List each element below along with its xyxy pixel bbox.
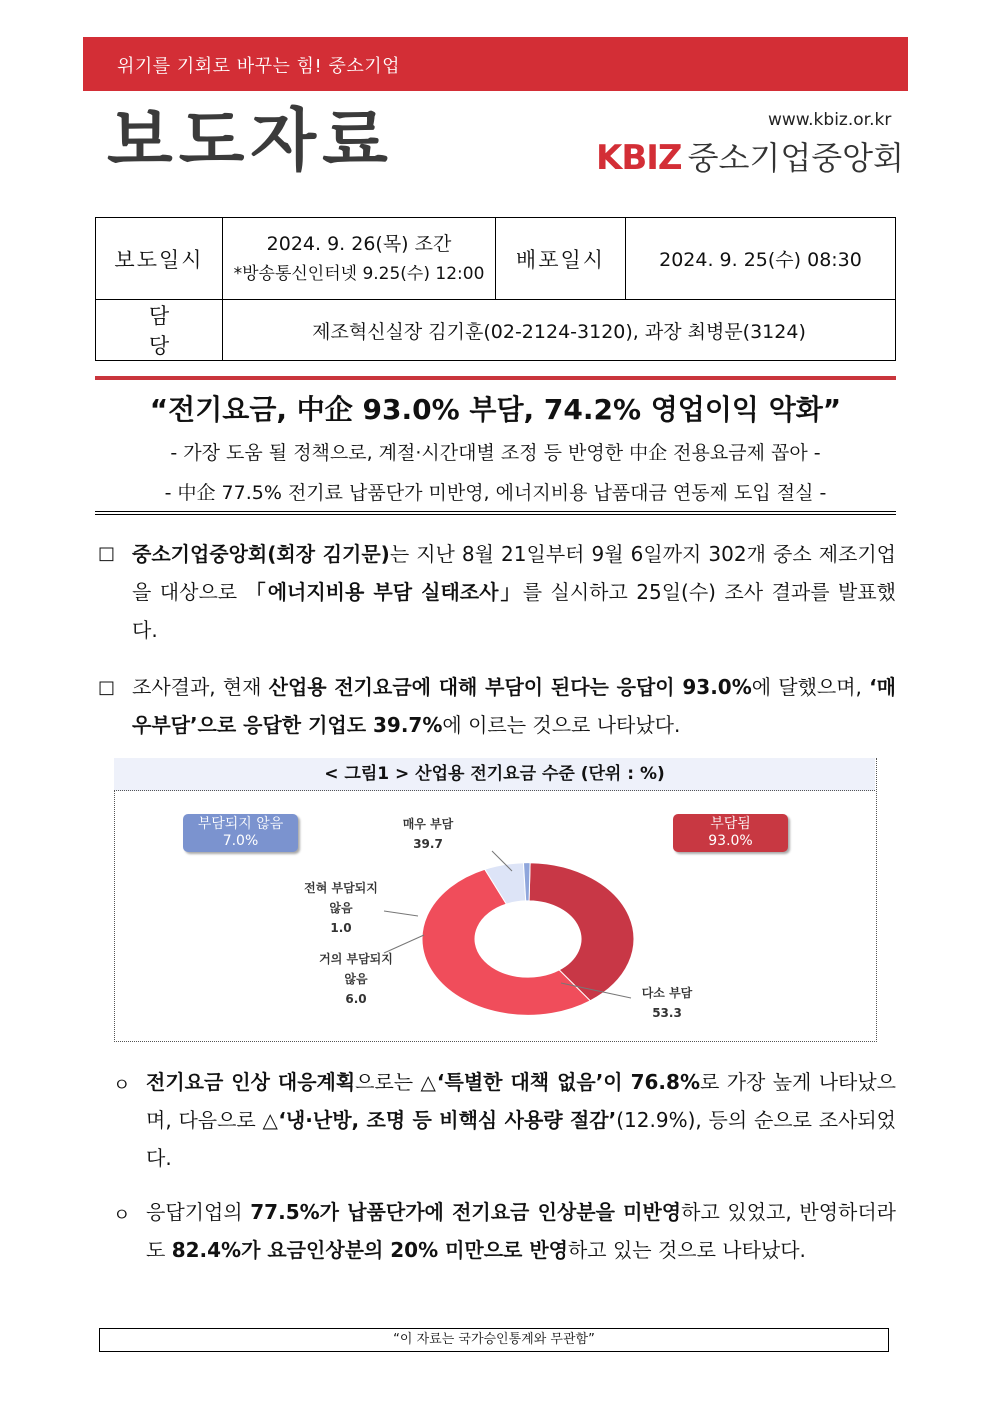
p2-bold-2: ‘매우부담’으로 응답한 기업도 39.7% [132,675,896,737]
headline-sub-1: - 가장 도움 될 정책으로, 계절·시간대별 조정 등 반영한 中企 전용요금제 꼽아 - [170,442,821,464]
p2-text-2: 에 달했으며, [751,675,870,699]
release-label: 보도일시 [96,218,223,300]
p2-bold-1: 산업용 전기요금에 대해 부담이 된다는 응답이 93.0% [268,675,752,699]
figure-title: < 그림1 > 산업용 전기요금 수준 (단위 : %) [114,758,875,791]
paragraph-4 [146,1193,896,1269]
release-date: 2024. 9. 26(목) 조간 [266,232,452,255]
p1-text-2: 를 실시하고 25일(수) 조사 결과를 발표했다. [132,580,896,642]
square-bullet-2: □ [98,677,116,698]
label-rarely-burden [298,949,414,1009]
badge-burden-label: 부담됨 [710,816,751,832]
distribution-label: 배포일시 [496,218,626,300]
release-broadcast: *방송통신인터넷 9.25(수) 12:00 [233,263,485,284]
paragraph-2 [132,668,896,744]
badge-not-burden-value: 7.0% [222,833,259,849]
label-rarely-name-1: 거의 부담되지 [319,952,393,966]
p1-bold-2: 「에너지비용 부담 실태조사」 [245,580,523,604]
circle-bullet-1: ㅇ [113,1075,131,1096]
p1-bold-1: 중소기업중앙회(회장 김기문) [132,542,390,566]
label-very-burden [378,814,478,854]
headline-top-rule [95,376,896,380]
release-date-cell [223,218,496,300]
p4-text-2: 하고 있었고, 반영하더라도 [146,1200,896,1262]
headline-bottom-rule [95,511,896,515]
footer-note: “이 자료는 국가승인통계와 무관함” [99,1328,889,1352]
website-url[interactable]: www.kbiz.or.kr [768,110,892,130]
badge-burden-value: 93.0% [708,833,753,849]
p3-bold-2: △‘특별한 대책 없음’이 76.8% [420,1070,700,1094]
label-rarely-name-2: 않음 [344,972,368,986]
donut-chart [114,791,875,1040]
p3-text-2: 로 가장 높게 나타났으며, 다음으로 [146,1070,896,1132]
p4-bold-2: 82.4%가 요금인상분의 20% 미만으로 반영 [171,1238,568,1262]
p3-text-1: 으로는 [355,1070,421,1094]
label-never-name-2: 않음 [329,901,353,915]
label-rarely-value: 6.0 [345,992,367,1006]
label-never-burden [286,878,396,938]
headline-title: “전기요금, 中企 93.0% 부담, 74.2% 영업이익 악화” [149,393,842,426]
p2-text-3: 에 이르는 것으로 나타났다. [442,713,681,737]
p4-text-3: 하고 있는 것으로 나타났다. [567,1238,806,1262]
paragraph-1 [132,535,896,649]
distribution-date: 2024. 9. 25(수) 08:30 [626,218,896,300]
doc-type-title: 보도자료 [107,102,394,181]
p1-text-1: 는 지난 8월 21일부터 9월 6일까지 302개 중소 제조기업을 대상으로 [132,542,896,604]
label-very-name: 매우 부담 [402,817,454,831]
label-somewhat-burden [617,983,717,1023]
kbiz-logo [596,136,904,180]
label-very-value: 39.7 [413,837,443,851]
logo-org: 중소기업중앙회 [687,139,904,177]
badge-not-burden-label: 부담되지 않음 [197,816,284,832]
p2-text-1: 조사결과, 현재 [132,675,269,699]
p4-text-1: 응답기업의 [146,1200,251,1224]
p3-bold-1: 전기요금 인상 대응계획 [146,1070,356,1094]
p4-bold-1: 77.5%가 납품단가에 전기요금 인상분을 미반영 [250,1200,682,1224]
p3-bold-3: △‘냉·난방, 조명 등 비핵심 사용량 절감’ [262,1108,617,1132]
circle-bullet-2: ㅇ [113,1205,131,1226]
label-never-value: 1.0 [330,921,352,935]
label-somewhat-name: 다소 부담 [641,986,693,1000]
logo-brand: KBIZ [596,138,682,178]
square-bullet-1: □ [98,543,116,564]
release-info-table [95,217,896,361]
label-somewhat-value: 53.3 [652,1006,682,1020]
label-never-name-1: 전혀 부담되지 [304,881,378,895]
headline-sub-2: - 中企 77.5% 전기료 납품단가 미반영, 에너지비용 납품대금 연동제 도입 절실 - [164,482,827,504]
contact-value: 제조혁신실장 김기훈(02-2124-3120), 과장 최병문(3124) [223,300,896,361]
banner-slogan: 위기를 기회로 바꾸는 힘! 중소기업 [117,56,401,77]
contact-label: 담 당 [96,300,223,361]
paragraph-3 [146,1063,896,1177]
p3-text-3: (12.9%), 등의 순으로 조사되었다. [146,1108,896,1170]
